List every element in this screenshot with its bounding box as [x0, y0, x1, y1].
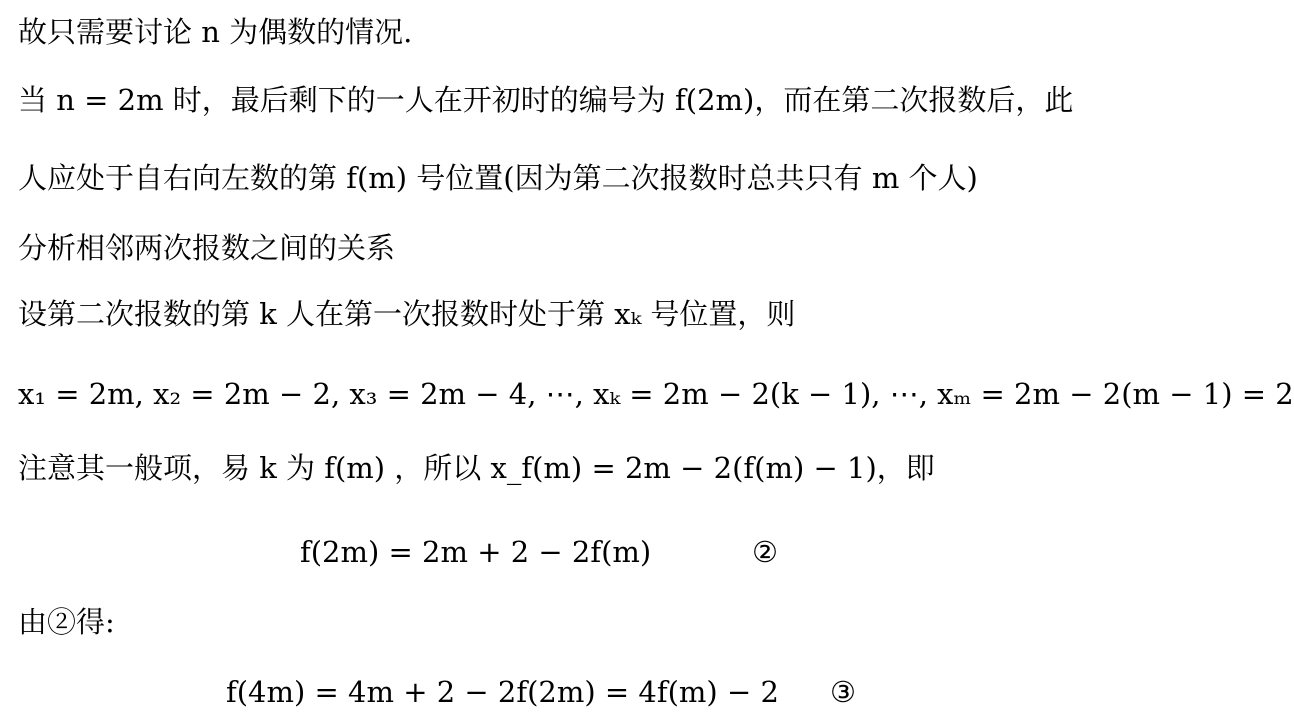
sequence-line: x₁ = 2m, x₂ = 2m − 2, x₃ = 2m − 4, ⋯, xₖ = 2m − 2(k − 1), ⋯, xₘ = 2m − 2(m − 1) = 2: [18, 377, 1294, 411]
equation-3-formula: f(4m) = 4m + 2 − 2f(2m) = 4f(m) − 2: [226, 675, 779, 709]
text-line-3: 人应处于自右向左数的第 f(m) 号位置(因为第二次报数时总共只有 m 个人): [18, 161, 978, 195]
text-line-1: 故只需要讨论 n 为偶数的情况.: [18, 15, 413, 49]
equation-2-formula: f(2m) = 2m + 2 − 2f(m): [300, 535, 652, 569]
text-line-2: 当 n = 2m 时，最后剩下的一人在开初时的编号为 f(2m)，而在第二次报数后，此: [18, 83, 1074, 117]
text-line-5: 设第二次报数的第 k 人在第一次报数时处于第 xₖ 号位置，则: [18, 297, 796, 331]
equation-2-tag: ②: [752, 535, 778, 569]
text-line-from2: 由②得:: [18, 605, 115, 639]
equation-3-tag: ③: [830, 675, 856, 709]
text-line-7: 注意其一般项，易 k 为 f(m) ，所以 x_f(m) = 2m − 2(f(m) − 1)，即: [18, 451, 935, 485]
text-line-4: 分析相邻两次报数之间的关系: [18, 231, 396, 265]
